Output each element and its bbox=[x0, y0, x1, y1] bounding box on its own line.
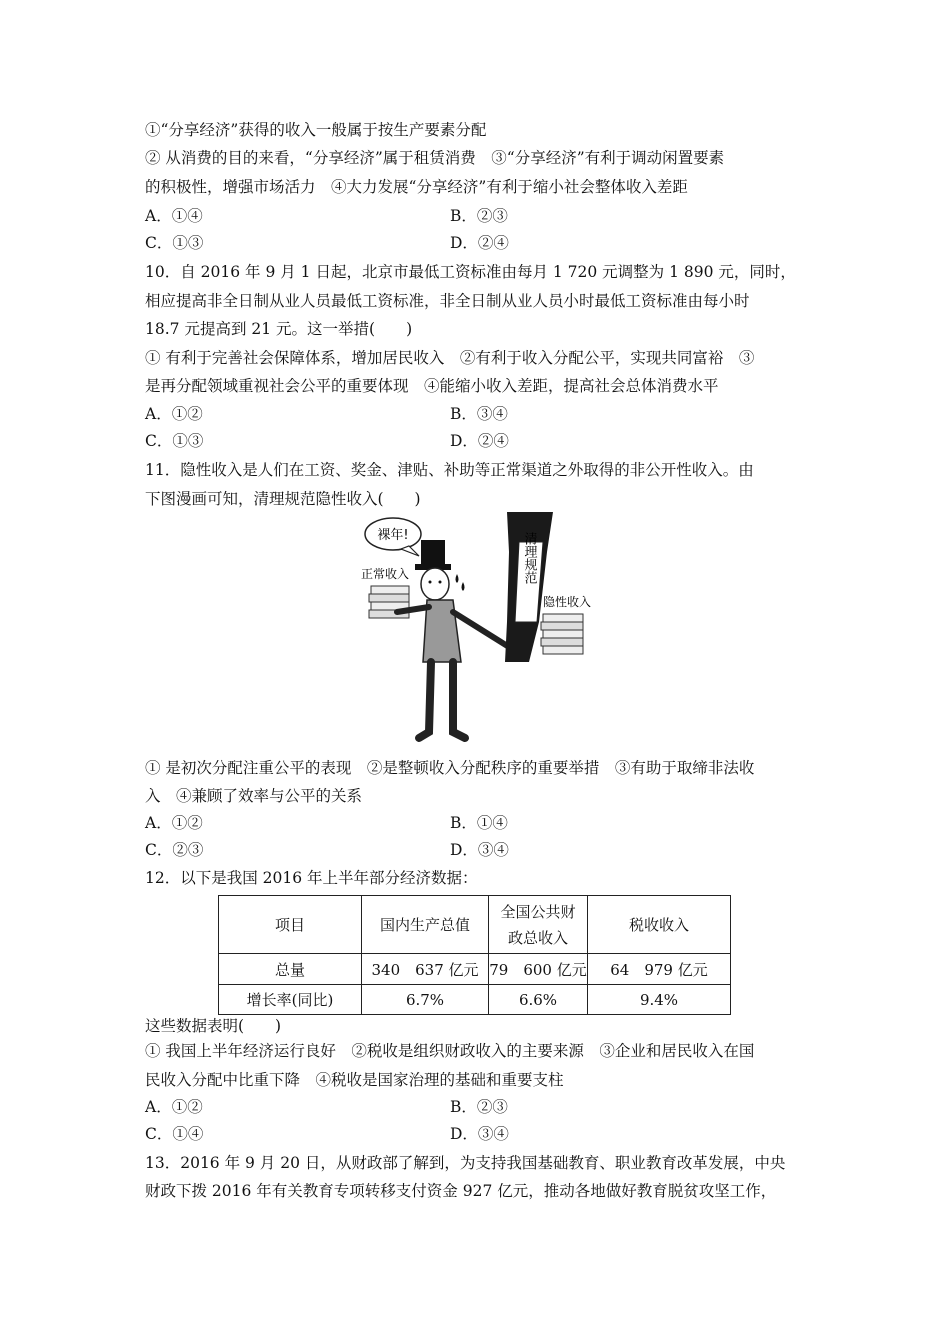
hidden-income-label: 隐性收入 bbox=[543, 595, 592, 609]
q10-options-2: 是再分配领域重视社会公平的重要体现 ④能缩小收入差距，提高社会总体消费水平 bbox=[145, 377, 719, 395]
table-cell: 340 637 亿元 bbox=[362, 954, 489, 985]
table-cell: 9.4% bbox=[588, 985, 731, 1015]
head-shape bbox=[421, 568, 449, 600]
q11-options-1: ① 是初次分配注重公平的表现 ②是整顿收入分配秩序的重要举措 ③有助于取缔非法收 bbox=[145, 759, 755, 777]
q11-stem-1: 11．隐性收入是人们在工资、奖金、津贴、补助等正常渠道之外取得的非公开性收入。由 bbox=[145, 461, 754, 479]
economic-data-table bbox=[218, 895, 731, 1015]
q10-stem-2: 相应提高非全日制从业人员最低工资标准，非全日制从业人员小时最低工资标准由每小时 bbox=[145, 292, 750, 310]
q11-choice-a: A．①② bbox=[145, 814, 203, 832]
q12-choice-a: A．①② bbox=[145, 1098, 203, 1116]
table-header-line: 全国公共财 bbox=[500, 902, 576, 921]
q13-stem-1: 13．2016 年 9 月 20 日，从财政部了解到，为支持我国基础教育、职业教育改革发展，中央 bbox=[145, 1154, 786, 1172]
q9-option-3-4: 的积极性，增强市场活力 ④大力发展“分享经济”有利于缩小社会整体收入差距 bbox=[145, 178, 688, 196]
regulation-arm-text: 清理规范 bbox=[521, 532, 537, 584]
q9-choice-a: A．①④ bbox=[145, 207, 203, 225]
q9-option-2-3: ② 从消费的目的来看，“分享经济”属于租赁消费 ③“分享经济”有利于调动闲置要素 bbox=[145, 149, 725, 167]
q10-stem-1: 10．自 2016 年 9 月 1 日起，北京市最低工资标准由每月 1 720 元调整为 1 890 元，同时， bbox=[145, 263, 796, 281]
table-header-cell bbox=[489, 896, 588, 954]
normal-income-label: 正常收入 bbox=[361, 567, 410, 581]
q10-stem-3: 18.7 元提高到 21 元。这一举措( ) bbox=[145, 320, 413, 338]
table-cell: 增长率(同比) bbox=[219, 985, 362, 1015]
hidden-income-stack-icon bbox=[541, 614, 583, 654]
q10-choice-c: C．①③ bbox=[145, 432, 204, 450]
table-row bbox=[219, 954, 731, 985]
table-header-line: 政总收入 bbox=[507, 928, 568, 947]
q12-choice-c: C．①④ bbox=[145, 1125, 204, 1143]
table-header-cell: 项目 bbox=[219, 896, 362, 954]
q9-option-1: ①“分享经济”获得的收入一般属于按生产要素分配 bbox=[145, 121, 487, 139]
q11-stem-2: 下图漫画可知，清理规范隐性收入( ) bbox=[145, 490, 421, 508]
q9-choice-b: B．②③ bbox=[450, 207, 508, 225]
table-cell: 79 600 亿元 bbox=[489, 954, 588, 985]
table-cell: 6.7% bbox=[362, 985, 489, 1015]
q11-choice-d: D．③④ bbox=[450, 841, 509, 859]
q12-options-2: 民收入分配中比重下降 ④税收是国家治理的基础和重要支柱 bbox=[145, 1071, 564, 1089]
q10-choice-b: B．③④ bbox=[450, 405, 508, 423]
q12-choice-d: D．③④ bbox=[450, 1125, 509, 1143]
q11-choice-c: C．②③ bbox=[145, 841, 204, 859]
table-row bbox=[219, 985, 731, 1015]
q13-stem-2: 财政下拨 2016 年有关教育专项转移支付资金 927 亿元，推动各地做好教育脱贫攻坚工作， bbox=[145, 1182, 777, 1200]
table-cell: 总量 bbox=[219, 954, 362, 985]
speech-bubble-text: 裸年! bbox=[377, 528, 409, 543]
q12-question: 这些数据表明( ) bbox=[145, 1017, 282, 1035]
table-header-cell: 税收收入 bbox=[588, 896, 731, 954]
income-cartoon-illustration bbox=[357, 512, 597, 752]
q10-options-1: ① 有利于完善社会保障体系，增加居民收入 ②有利于收入分配公平，实现共同富裕 ③ bbox=[145, 349, 755, 367]
q11-options-2: 入 ④兼顾了效率与公平的关系 bbox=[145, 787, 363, 805]
q11-choice-b: B．①④ bbox=[450, 814, 508, 832]
q12-stem: 12．以下是我国 2016 年上半年部分经济数据： bbox=[145, 869, 478, 887]
q12-options-1: ① 我国上半年经济运行良好 ②税收是组织财政收入的主要来源 ③企业和居民收入在国 bbox=[145, 1042, 755, 1060]
q9-choice-c: C．①③ bbox=[145, 234, 204, 252]
q12-choice-b: B．②③ bbox=[450, 1098, 508, 1116]
q10-choice-a: A．①② bbox=[145, 405, 203, 423]
table-cell: 64 979 亿元 bbox=[588, 954, 731, 985]
table-cell: 6.6% bbox=[489, 985, 588, 1015]
table-header-row bbox=[219, 896, 731, 954]
table-header-cell: 国内生产总值 bbox=[362, 896, 489, 954]
hat-shape bbox=[421, 540, 445, 568]
q10-choice-d: D．②④ bbox=[450, 432, 509, 450]
q9-choice-d: D．②④ bbox=[450, 234, 509, 252]
